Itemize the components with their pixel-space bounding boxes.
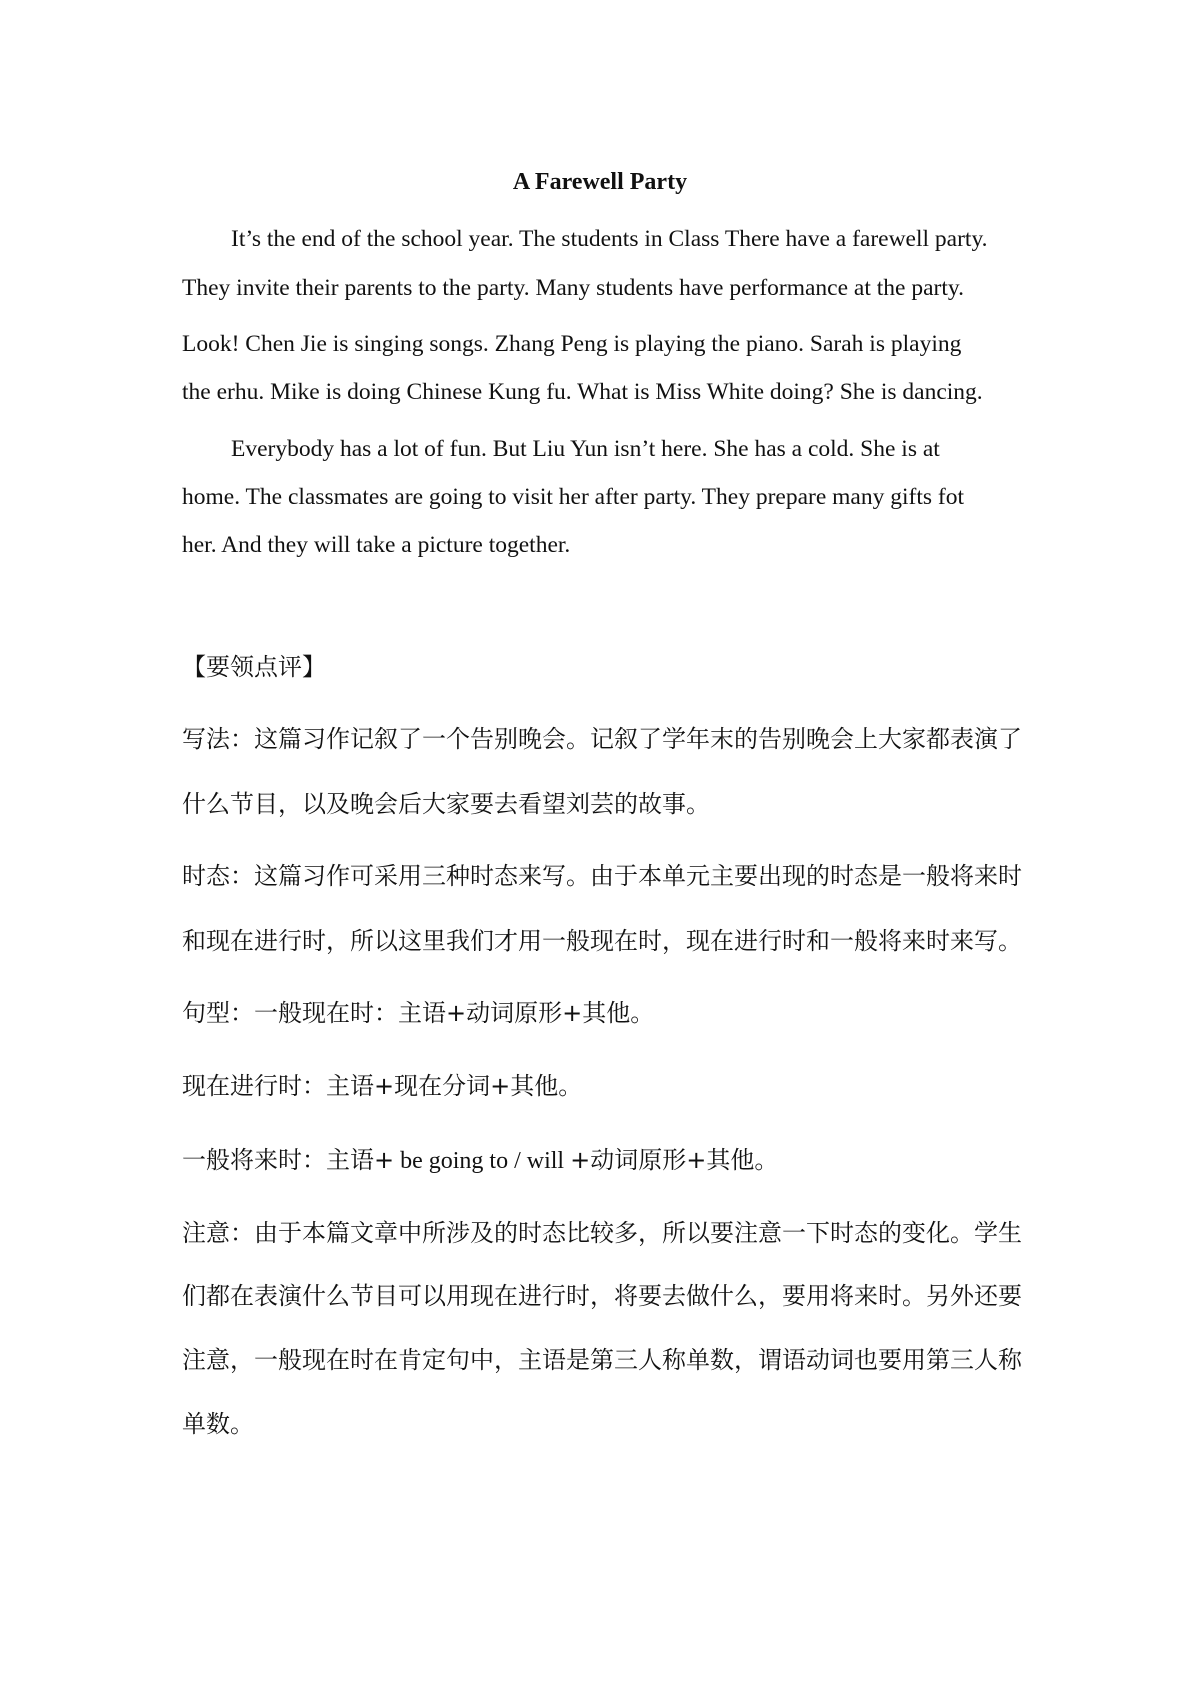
review-heading: 【要领点评】 [182, 653, 326, 681]
pattern-present-continuous: 现在进行时：主语+现在分词+其他。 [182, 1072, 583, 1100]
writing-method-line-1: 写法：这篇习作记叙了一个告别晚会。记叙了学年末的告别晚会上大家都表演了 [182, 725, 1022, 753]
paragraph-2-line-2: home. The classmates are going to visit her after party. They prepare many gifts fot [182, 484, 964, 510]
tense-line-2: 和现在进行时，所以这里我们才用一般现在时，现在进行时和一般将来时来写。 [182, 927, 1022, 955]
paragraph-1-line-2: They invite their parents to the party. Many students have performance at the party. [182, 275, 964, 301]
pattern-future-suffix: +动词原形+其他。 [570, 1146, 779, 1174]
paragraph-1-line-4: the erhu. Mike is doing Chinese Kung fu. What is Miss White doing? She is dancing. [182, 379, 983, 405]
writing-method-line-2: 什么节目，以及晚会后大家要去看望刘芸的故事。 [182, 790, 710, 818]
tense-line-1: 时态：这篇习作可采用三种时态来写。由于本单元主要出现的时态是一般将来时 [182, 862, 1022, 890]
pattern-simple-present: 句型：一般现在时：主语+动词原形+其他。 [182, 999, 655, 1027]
paragraph-2-line-3: her. And they will take a picture together. [182, 532, 571, 558]
paragraph-1-line-3: Look! Chen Jie is singing songs. Zhang Peng is playing the piano. Sarah is playing [182, 331, 962, 357]
pattern-future [182, 1145, 778, 1176]
note-line-1: 注意：由于本篇文章中所涉及的时态比较多，所以要注意一下时态的变化。学生 [182, 1219, 1022, 1247]
note-line-3: 注意，一般现在时在肯定句中，主语是第三人称单数，谓语动词也要用第三人称 [182, 1346, 1022, 1374]
pattern-future-prefix: 一般将来时：主语+ [182, 1146, 395, 1174]
note-line-2: 们都在表演什么节目可以用现在进行时，将要去做什么，要用将来时。另外还要 [182, 1282, 1022, 1310]
note-line-4: 单数。 [182, 1410, 254, 1438]
pattern-future-english: be going to / will [394, 1148, 571, 1174]
paragraph-2-line-1: Everybody has a lot of fun. But Liu Yun isn’t here. She has a cold. She is at [231, 436, 940, 462]
essay-title: A Farewell Party [512, 169, 688, 195]
paragraph-1-line-1: It’s the end of the school year. The students in Class There have a farewell party. [231, 226, 988, 252]
